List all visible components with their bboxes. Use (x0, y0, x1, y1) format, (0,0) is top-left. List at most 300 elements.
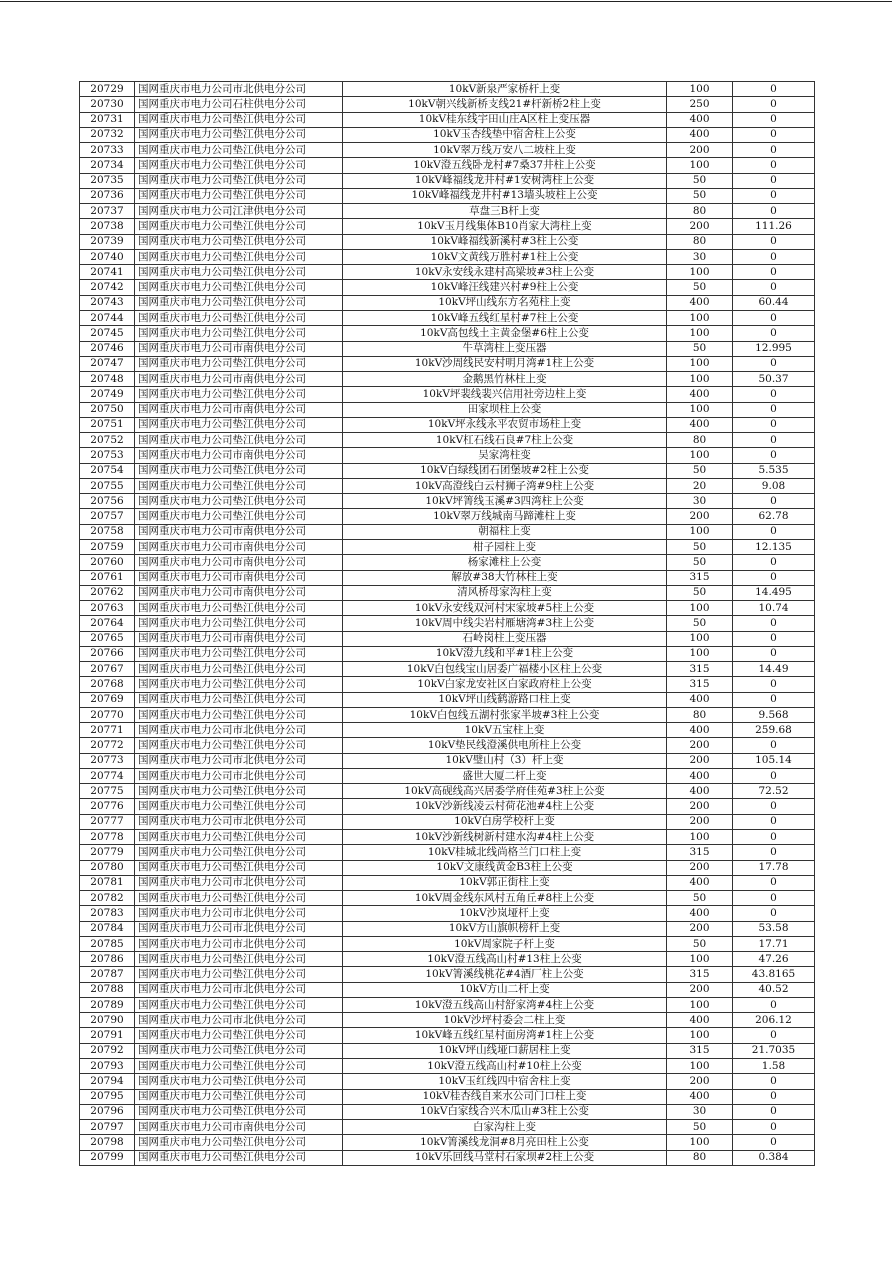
row-id-cell: 20731 (80, 112, 135, 127)
company-cell: 国网重庆市电力公司市北供电分公司 (135, 906, 343, 921)
transformer-name-cell: 10kV澄五线高山村#13柱上公变 (343, 952, 667, 967)
table-row (80, 692, 815, 707)
table-row (80, 646, 815, 661)
row-id-cell: 20790 (80, 1013, 135, 1028)
capacity-cell: 50 (667, 463, 733, 478)
company-cell: 国网重庆市电力公司市北供电分公司 (135, 753, 343, 768)
table-row (80, 891, 815, 906)
capacity-cell: 400 (667, 112, 733, 127)
row-id-cell: 20764 (80, 616, 135, 631)
company-cell: 国网重庆市电力公司垫江供电分公司 (135, 1043, 343, 1058)
table-row (80, 936, 815, 951)
company-cell: 国网重庆市电力公司市南供电分公司 (135, 539, 343, 554)
transformer-name-cell: 10kV箐溪线桃花#4酒厂柱上公变 (343, 967, 667, 982)
table-row (80, 127, 815, 142)
table-row (80, 112, 815, 127)
company-cell: 国网重庆市电力公司垫江供电分公司 (135, 1089, 343, 1104)
company-cell: 国网重庆市电力公司垫江供电分公司 (135, 677, 343, 692)
row-id-cell: 20754 (80, 463, 135, 478)
value-cell: 0 (733, 158, 815, 173)
company-cell: 国网重庆市电力公司垫江供电分公司 (135, 1059, 343, 1074)
company-cell: 国网重庆市电力公司垫江供电分公司 (135, 173, 343, 188)
capacity-cell: 400 (667, 417, 733, 432)
table-row (80, 1104, 815, 1119)
row-id-cell: 20771 (80, 723, 135, 738)
capacity-cell: 50 (667, 891, 733, 906)
value-cell: 0 (733, 692, 815, 707)
table-row (80, 707, 815, 722)
row-id-cell: 20781 (80, 875, 135, 890)
company-cell: 国网重庆市电力公司垫江供电分公司 (135, 1135, 343, 1150)
transformer-name-cell: 10kV峰五线红星村#7柱上公变 (343, 310, 667, 325)
value-cell: 0 (733, 830, 815, 845)
table-row (80, 280, 815, 295)
table-row (80, 616, 815, 631)
row-id-cell: 20799 (80, 1150, 135, 1165)
table-row (80, 97, 815, 112)
transformer-name-cell: 10kV峰福线龙井村#13墙头坡柱上公变 (343, 188, 667, 203)
row-id-cell: 20734 (80, 158, 135, 173)
capacity-cell: 100 (667, 265, 733, 280)
table-row (80, 82, 815, 97)
row-id-cell: 20786 (80, 952, 135, 967)
company-cell: 国网重庆市电力公司垫江供电分公司 (135, 387, 343, 402)
value-cell: 0 (733, 127, 815, 142)
capacity-cell: 50 (667, 539, 733, 554)
capacity-cell: 100 (667, 82, 733, 97)
transformer-name-cell: 10kV杠石线石良#7柱上公变 (343, 433, 667, 448)
capacity-cell: 200 (667, 1074, 733, 1089)
capacity-cell: 400 (667, 387, 733, 402)
transformer-name-cell: 10kV白包线宝山居委广福楼小区柱上公变 (343, 662, 667, 677)
table-row (80, 860, 815, 875)
company-cell: 国网重庆市电力公司垫江供电分公司 (135, 295, 343, 310)
row-id-cell: 20748 (80, 372, 135, 387)
table-row (80, 295, 815, 310)
row-id-cell: 20735 (80, 173, 135, 188)
value-cell: 9.08 (733, 478, 815, 493)
capacity-cell: 250 (667, 97, 733, 112)
capacity-cell: 315 (667, 1043, 733, 1058)
transformer-name-cell: 10kV坪山线鹤游路口柱上变 (343, 692, 667, 707)
row-id-cell: 20729 (80, 82, 135, 97)
capacity-cell: 200 (667, 799, 733, 814)
transformer-name-cell: 10kV坪裴线裴兴信用社旁边柱上变 (343, 387, 667, 402)
transformer-name-cell: 10kV峰福线龙井村#1安树湾柱上公变 (343, 173, 667, 188)
transformer-name-cell: 10kV周家院子杆上变 (343, 936, 667, 951)
row-id-cell: 20759 (80, 539, 135, 554)
company-cell: 国网重庆市电力公司市南供电分公司 (135, 402, 343, 417)
table-row (80, 356, 815, 371)
value-cell: 0 (733, 677, 815, 692)
company-cell: 国网重庆市电力公司垫江供电分公司 (135, 188, 343, 203)
transformer-name-cell: 10kV玉杏线垫中宿舍柱上公变 (343, 127, 667, 142)
row-id-cell: 20743 (80, 295, 135, 310)
company-cell: 国网重庆市电力公司垫江供电分公司 (135, 249, 343, 264)
value-cell: 0 (733, 326, 815, 341)
transformer-name-cell: 10kV方山二杆上变 (343, 982, 667, 997)
transformer-name-cell: 10kV朝兴线新桥支线21#杆新桥2柱上变 (343, 97, 667, 112)
value-cell: 0 (733, 387, 815, 402)
capacity-cell: 315 (667, 570, 733, 585)
transformer-name-cell: 盛世大厦二杆上变 (343, 768, 667, 783)
transformer-name-cell: 田家坝柱上公变 (343, 402, 667, 417)
capacity-cell: 200 (667, 814, 733, 829)
row-id-cell: 20766 (80, 646, 135, 661)
row-id-cell: 20778 (80, 830, 135, 845)
capacity-cell: 80 (667, 707, 733, 722)
row-id-cell: 20782 (80, 891, 135, 906)
value-cell: 0 (733, 494, 815, 509)
capacity-cell: 100 (667, 1059, 733, 1074)
value-cell: 0 (733, 249, 815, 264)
transformer-name-cell: 10kV文黄线万胜村#1柱上公变 (343, 249, 667, 264)
capacity-cell: 400 (667, 295, 733, 310)
transformer-name-cell: 10kV澄九线和平#1柱上公变 (343, 646, 667, 661)
table-row (80, 1028, 815, 1043)
capacity-cell: 200 (667, 738, 733, 753)
transformer-name-cell: 10kV翠万线万安八二坡柱上变 (343, 143, 667, 158)
transformer-name-cell: 10kV峰五线红星村面房湾#1柱上公变 (343, 1028, 667, 1043)
capacity-cell: 400 (667, 1089, 733, 1104)
row-id-cell: 20749 (80, 387, 135, 402)
transformer-name-cell: 10kV坪山线垭口薪居柱上变 (343, 1043, 667, 1058)
table-row (80, 677, 815, 692)
value-cell: 21.7035 (733, 1043, 815, 1058)
row-id-cell: 20762 (80, 585, 135, 600)
transformer-name-cell: 10kV桂杏线自来水公司门口柱上变 (343, 1089, 667, 1104)
value-cell: 12.995 (733, 341, 815, 356)
transformer-name-cell: 10kV坪永线永平农贸市场柱上变 (343, 417, 667, 432)
table-row (80, 402, 815, 417)
company-cell: 国网重庆市电力公司垫江供电分公司 (135, 799, 343, 814)
transformer-name-cell: 10kV文康线黄金B3柱上公变 (343, 860, 667, 875)
value-cell: 0 (733, 280, 815, 295)
value-cell: 0 (733, 906, 815, 921)
company-cell: 国网重庆市电力公司垫江供电分公司 (135, 509, 343, 524)
company-cell: 国网重庆市电力公司垫江供电分公司 (135, 891, 343, 906)
table-row (80, 570, 815, 585)
value-cell: 0 (733, 891, 815, 906)
transformer-name-cell: 杨家滩柱上公变 (343, 555, 667, 570)
company-cell: 国网重庆市电力公司垫江供电分公司 (135, 326, 343, 341)
value-cell: 0 (733, 433, 815, 448)
row-id-cell: 20744 (80, 310, 135, 325)
capacity-cell: 30 (667, 249, 733, 264)
company-cell: 国网重庆市电力公司市南供电分公司 (135, 448, 343, 463)
value-cell: 14.49 (733, 662, 815, 677)
table-row (80, 784, 815, 799)
capacity-cell: 50 (667, 1120, 733, 1135)
table-row (80, 1043, 815, 1058)
value-cell: 0 (733, 356, 815, 371)
table-row (80, 188, 815, 203)
table-row (80, 738, 815, 753)
company-cell: 国网重庆市电力公司垫江供电分公司 (135, 845, 343, 860)
capacity-cell: 50 (667, 341, 733, 356)
value-cell: 0 (733, 265, 815, 280)
transformer-name-cell: 金鹅黑竹林柱上变 (343, 372, 667, 387)
capacity-cell: 100 (667, 1028, 733, 1043)
transformer-table (79, 81, 815, 1166)
capacity-cell: 200 (667, 921, 733, 936)
table-row (80, 799, 815, 814)
row-id-cell: 20760 (80, 555, 135, 570)
capacity-cell: 100 (667, 631, 733, 646)
value-cell: 0 (733, 1120, 815, 1135)
transformer-name-cell: 10kV坪山线东方名苑柱上变 (343, 295, 667, 310)
row-id-cell: 20794 (80, 1074, 135, 1089)
table-row (80, 1150, 815, 1165)
transformer-name-cell: 10kV沙岚垭杆上变 (343, 906, 667, 921)
value-cell: 60.44 (733, 295, 815, 310)
transformer-name-cell: 10kV玉红线四中宿舍柱上变 (343, 1074, 667, 1089)
value-cell: 0 (733, 570, 815, 585)
row-id-cell: 20730 (80, 97, 135, 112)
capacity-cell: 100 (667, 158, 733, 173)
row-id-cell: 20783 (80, 906, 135, 921)
value-cell: 1.58 (733, 1059, 815, 1074)
capacity-cell: 100 (667, 952, 733, 967)
row-id-cell: 20787 (80, 967, 135, 982)
table-row (80, 509, 815, 524)
capacity-cell: 400 (667, 692, 733, 707)
table-row (80, 463, 815, 478)
table-row (80, 326, 815, 341)
value-cell: 0 (733, 814, 815, 829)
capacity-cell: 80 (667, 234, 733, 249)
table-row (80, 921, 815, 936)
company-cell: 国网重庆市电力公司市南供电分公司 (135, 570, 343, 585)
table-row (80, 387, 815, 402)
company-cell: 国网重庆市电力公司市北供电分公司 (135, 921, 343, 936)
transformer-name-cell: 10kV沙新线树新村建水沟#4柱上公变 (343, 830, 667, 845)
value-cell: 111.26 (733, 219, 815, 234)
row-id-cell: 20767 (80, 662, 135, 677)
value-cell: 62.78 (733, 509, 815, 524)
capacity-cell: 400 (667, 768, 733, 783)
value-cell: 259.68 (733, 723, 815, 738)
row-id-cell: 20768 (80, 677, 135, 692)
company-cell: 国网重庆市电力公司垫江供电分公司 (135, 616, 343, 631)
row-id-cell: 20779 (80, 845, 135, 860)
table-row (80, 1135, 815, 1150)
capacity-cell: 50 (667, 585, 733, 600)
company-cell: 国网重庆市电力公司垫江供电分公司 (135, 662, 343, 677)
transformer-name-cell: 10kV高包线土主黄金堡#6柱上公变 (343, 326, 667, 341)
table-row (80, 1120, 815, 1135)
company-cell: 国网重庆市电力公司垫江供电分公司 (135, 494, 343, 509)
value-cell: 0 (733, 1074, 815, 1089)
capacity-cell: 100 (667, 830, 733, 845)
table-row (80, 555, 815, 570)
value-cell: 0 (733, 997, 815, 1012)
row-id-cell: 20752 (80, 433, 135, 448)
row-id-cell: 20774 (80, 768, 135, 783)
row-id-cell: 20751 (80, 417, 135, 432)
value-cell: 14.495 (733, 585, 815, 600)
value-cell: 12.135 (733, 539, 815, 554)
row-id-cell: 20769 (80, 692, 135, 707)
transformer-name-cell: 牛草湾柱上变压器 (343, 341, 667, 356)
transformer-name-cell: 10kV沙坪村委会二柱上变 (343, 1013, 667, 1028)
transformer-name-cell: 10kV桂东线宇田山庄A区柱上变压器 (343, 112, 667, 127)
company-cell: 国网重庆市电力公司市北供电分公司 (135, 875, 343, 890)
capacity-cell: 80 (667, 433, 733, 448)
row-id-cell: 20758 (80, 524, 135, 539)
table-row (80, 814, 815, 829)
capacity-cell: 50 (667, 173, 733, 188)
transformer-name-cell: 解放#38大竹林柱上变 (343, 570, 667, 585)
transformer-name-cell: 10kV周中线尖岩村雁塘湾#3柱上公变 (343, 616, 667, 631)
row-id-cell: 20755 (80, 478, 135, 493)
row-id-cell: 20784 (80, 921, 135, 936)
company-cell: 国网重庆市电力公司垫江供电分公司 (135, 158, 343, 173)
value-cell: 50.37 (733, 372, 815, 387)
table-row (80, 631, 815, 646)
value-cell: 0 (733, 97, 815, 112)
transformer-name-cell: 10kV峰汪线建兴村#9柱上公变 (343, 280, 667, 295)
company-cell: 国网重庆市电力公司垫江供电分公司 (135, 1104, 343, 1119)
table-row (80, 478, 815, 493)
company-cell: 国网重庆市电力公司垫江供电分公司 (135, 601, 343, 616)
capacity-cell: 400 (667, 784, 733, 799)
capacity-cell: 100 (667, 310, 733, 325)
company-cell: 国网重庆市电力公司垫江供电分公司 (135, 830, 343, 845)
company-cell: 国网重庆市电力公司市南供电分公司 (135, 631, 343, 646)
company-cell: 国网重庆市电力公司市北供电分公司 (135, 82, 343, 97)
capacity-cell: 80 (667, 1150, 733, 1165)
value-cell: 0 (733, 417, 815, 432)
capacity-cell: 200 (667, 860, 733, 875)
table-row (80, 219, 815, 234)
company-cell: 国网重庆市电力公司石柱供电分公司 (135, 97, 343, 112)
transformer-name-cell: 10kV新泉严家桥杆上变 (343, 82, 667, 97)
table-row (80, 234, 815, 249)
value-cell: 0 (733, 188, 815, 203)
value-cell: 0 (733, 738, 815, 753)
capacity-cell: 50 (667, 280, 733, 295)
transformer-name-cell: 清风桥母家沟柱上变 (343, 585, 667, 600)
transformer-name-cell: 10kV白包线五湖村张家半坡#3柱上公变 (343, 707, 667, 722)
table-row (80, 997, 815, 1012)
capacity-cell: 50 (667, 616, 733, 631)
table-row (80, 982, 815, 997)
value-cell: 0 (733, 768, 815, 783)
company-cell: 国网重庆市电力公司垫江供电分公司 (135, 967, 343, 982)
transformer-name-cell: 10kV乐回线马堂村石家坝#2柱上公变 (343, 1150, 667, 1165)
capacity-cell: 50 (667, 555, 733, 570)
table-row (80, 1013, 815, 1028)
company-cell: 国网重庆市电力公司市南供电分公司 (135, 372, 343, 387)
capacity-cell: 400 (667, 723, 733, 738)
value-cell: 47.26 (733, 952, 815, 967)
table-row (80, 1089, 815, 1104)
company-cell: 国网重庆市电力公司垫江供电分公司 (135, 692, 343, 707)
table-row (80, 448, 815, 463)
table-row (80, 158, 815, 173)
capacity-cell: 315 (667, 967, 733, 982)
capacity-cell: 200 (667, 219, 733, 234)
table-row (80, 723, 815, 738)
company-cell: 国网重庆市电力公司垫江供电分公司 (135, 997, 343, 1012)
transformer-name-cell: 10kV澄五线卧龙村#7桑37井柱上公变 (343, 158, 667, 173)
value-cell: 9.568 (733, 707, 815, 722)
capacity-cell: 200 (667, 143, 733, 158)
transformer-name-cell: 10kV周金线东风村五角丘#8柱上公变 (343, 891, 667, 906)
company-cell: 国网重庆市电力公司市北供电分公司 (135, 723, 343, 738)
company-cell: 国网重庆市电力公司垫江供电分公司 (135, 219, 343, 234)
capacity-cell: 100 (667, 524, 733, 539)
company-cell: 国网重庆市电力公司市北供电分公司 (135, 936, 343, 951)
company-cell: 国网重庆市电力公司垫江供电分公司 (135, 234, 343, 249)
row-id-cell: 20738 (80, 219, 135, 234)
value-cell: 0 (733, 402, 815, 417)
transformer-name-cell: 10kV永安线永建村高梁坡#3柱上公变 (343, 265, 667, 280)
row-id-cell: 20732 (80, 127, 135, 142)
table-row (80, 341, 815, 356)
table-row (80, 372, 815, 387)
table-row (80, 1074, 815, 1089)
row-id-cell: 20777 (80, 814, 135, 829)
table-row (80, 952, 815, 967)
row-id-cell: 20785 (80, 936, 135, 951)
value-cell: 0 (733, 1104, 815, 1119)
company-cell: 国网重庆市电力公司垫江供电分公司 (135, 433, 343, 448)
capacity-cell: 100 (667, 1135, 733, 1150)
capacity-cell: 100 (667, 402, 733, 417)
company-cell: 国网重庆市电力公司垫江供电分公司 (135, 127, 343, 142)
value-cell: 17.71 (733, 936, 815, 951)
capacity-cell: 100 (667, 326, 733, 341)
company-cell: 国网重庆市电力公司垫江供电分公司 (135, 112, 343, 127)
company-cell: 国网重庆市电力公司垫江供电分公司 (135, 784, 343, 799)
company-cell: 国网重庆市电力公司市南供电分公司 (135, 1120, 343, 1135)
value-cell: 0 (733, 555, 815, 570)
row-id-cell: 20797 (80, 1120, 135, 1135)
company-cell: 国网重庆市电力公司市南供电分公司 (135, 585, 343, 600)
company-cell: 国网重庆市电力公司垫江供电分公司 (135, 646, 343, 661)
company-cell: 国网重庆市电力公司市南供电分公司 (135, 524, 343, 539)
value-cell: 53.58 (733, 921, 815, 936)
transformer-name-cell: 10kV翠万线城南马蹄滩柱上变 (343, 509, 667, 524)
transformer-name-cell: 10kV桂城北线尚格兰门口柱上变 (343, 845, 667, 860)
table-row (80, 417, 815, 432)
row-id-cell: 20741 (80, 265, 135, 280)
value-cell: 0 (733, 143, 815, 158)
row-id-cell: 20745 (80, 326, 135, 341)
company-cell: 国网重庆市电力公司江津供电分公司 (135, 204, 343, 219)
row-id-cell: 20789 (80, 997, 135, 1012)
row-id-cell: 20775 (80, 784, 135, 799)
transformer-name-cell: 石岭岗柱上变压器 (343, 631, 667, 646)
transformer-name-cell: 10kV沙新线凌云村荷花池#4柱上公变 (343, 799, 667, 814)
value-cell: 0 (733, 845, 815, 860)
row-id-cell: 20795 (80, 1089, 135, 1104)
capacity-cell: 100 (667, 372, 733, 387)
page-top-rule (0, 1, 892, 2)
row-id-cell: 20742 (80, 280, 135, 295)
row-id-cell: 20750 (80, 402, 135, 417)
capacity-cell: 200 (667, 509, 733, 524)
value-cell: 0 (733, 1089, 815, 1104)
company-cell: 国网重庆市电力公司垫江供电分公司 (135, 707, 343, 722)
company-cell: 国网重庆市电力公司市北供电分公司 (135, 982, 343, 997)
company-cell: 国网重庆市电力公司垫江供电分公司 (135, 1028, 343, 1043)
value-cell: 0 (733, 1028, 815, 1043)
row-id-cell: 20746 (80, 341, 135, 356)
table-row (80, 768, 815, 783)
